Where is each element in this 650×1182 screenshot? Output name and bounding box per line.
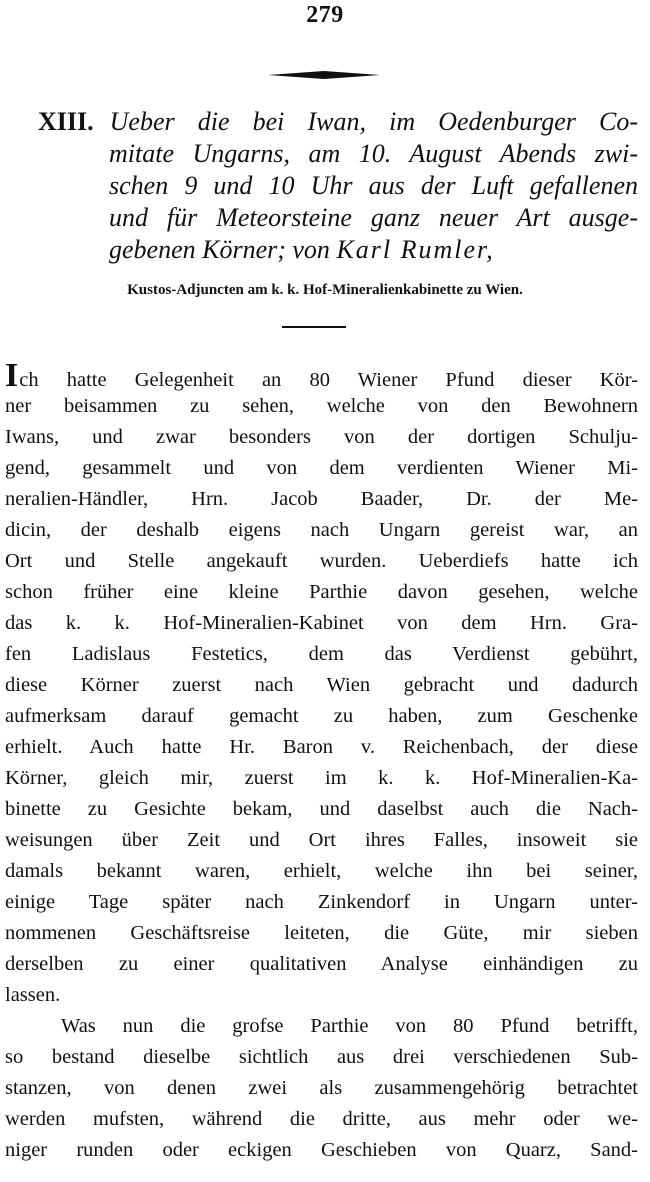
text-line: diese Körner zuerst nach Wien gebracht und dadurch <box>5 674 638 696</box>
ornamental-divider <box>268 70 380 80</box>
heading-line: und für Meteorsteine ganz neuer Art ausge- <box>109 203 638 232</box>
text-line: einige Tage später nach Zinkendorf in Ungarn unter- <box>5 891 638 913</box>
text-line: Ort und Stelle angekauft wurden. Ueberdiefs hatte ich <box>5 550 638 572</box>
text-line-content: ch hatte Gelegenheit an 80 Wiener Pfund dieser Kör- <box>19 369 638 391</box>
text-line: aufmerksam darauf gemacht zu haben, zum Geschenke <box>5 705 638 727</box>
body-text <box>5 357 638 1166</box>
text-line: gend, gesammelt und von dem verdienten Wiener Mi- <box>5 457 638 479</box>
text-line: das k. k. Hof-Mineralien-Kabinet von dem Hrn. Gra- <box>5 612 638 634</box>
text-line: so bestand dieselbe sichtlich aus drei verschiedenen Sub- <box>5 1046 638 1068</box>
text-line: nommenen Geschäftsreise leiteten, die Güte, mir sieben <box>5 922 638 944</box>
divider-rule <box>282 326 346 328</box>
text-line: fen Ladislaus Festetics, dem das Verdienst gebührt, <box>5 643 638 665</box>
initial-letter: I <box>5 357 19 394</box>
text-line: Iwans, und zwar besonders von der dortigen Schulju- <box>5 426 638 448</box>
text-line: dicin, der deshalb eigens nach Ungarn gereist war, an <box>5 519 638 541</box>
text-line: neralien-Händler, Hrn. Jacob Baader, Dr. der Me- <box>5 488 638 510</box>
author-affiliation: Kustos-Adjuncten am k. k. Hof-Mineralienkabinette zu Wien. <box>127 282 523 298</box>
heading-line: schen 9 und 10 Uhr aus der Luft gefallenen <box>109 171 638 200</box>
article-heading <box>38 106 638 266</box>
text-line: werden mufsten, während die dritte, aus mehr oder we- <box>5 1108 638 1130</box>
text-line: erhielt. Auch hatte Hr. Baron v. Reichenbach, der diese <box>5 736 638 758</box>
heading-line: mitate Ungarns, am 10. August Abends zwi- <box>109 139 638 168</box>
text-line: derselben zu einer qualitativen Analyse einhändigen zu <box>5 953 638 975</box>
text-line: niger runden oder eckigen Geschieben von Quarz, Sand- <box>5 1139 638 1161</box>
text-line: Körner, gleich mir, zuerst im k. k. Hof-Mineralien-Ka- <box>5 767 638 789</box>
text-line: ner beisammen zu sehen, welche von den Bewohnern <box>5 395 638 417</box>
text-line: schon früher eine kleine Parthie davon gesehen, welche <box>5 581 638 603</box>
text-line: binette zu Gesichte bekam, und daselbst auch die Nach- <box>5 798 638 820</box>
text-line <box>5 357 638 394</box>
text-line: Was nun die grofse Parthie von 80 Pfund betrifft, <box>61 1015 638 1037</box>
author-name: Karl Rumler, <box>336 235 495 264</box>
heading-line <box>38 234 638 266</box>
page-number: 279 <box>306 2 344 28</box>
heading-text: gebenen Körner; von <box>109 235 330 264</box>
heading-line <box>38 106 638 138</box>
heading-text: Ueber die bei Iwan, im Oedenburger Co- <box>109 107 638 136</box>
text-line: damals bekannt waren, erhielt, welche ihn bei seiner, <box>5 860 638 882</box>
section-number: XIII. <box>38 107 94 136</box>
text-line: stanzen, von denen zwei als zusammengehörig betrachtet <box>5 1077 638 1099</box>
text-line: weisungen über Zeit und Ort ihres Falles, insoweit sie <box>5 829 638 851</box>
text-line: lassen. <box>5 984 61 1006</box>
